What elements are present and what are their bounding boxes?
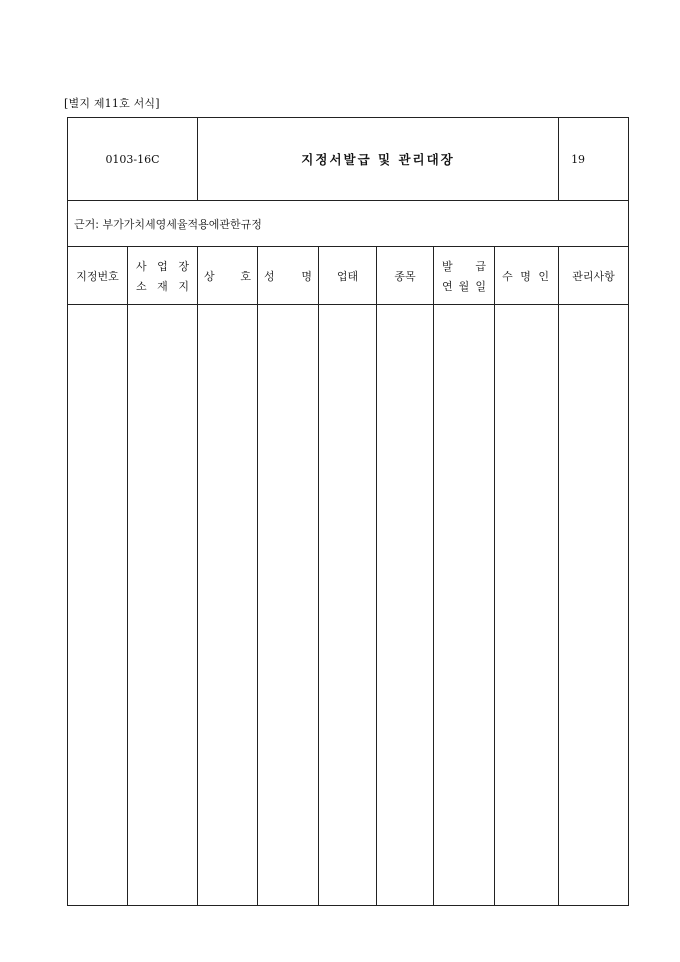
entry-cell-designation-number[interactable] xyxy=(68,305,128,906)
col-label xyxy=(258,268,318,284)
col-char: 상 xyxy=(204,269,215,283)
entry-cell-item[interactable] xyxy=(377,305,434,906)
col-label: 관리사항 xyxy=(572,269,615,283)
title-cell xyxy=(198,118,559,201)
entry-area xyxy=(68,305,629,906)
year-cell xyxy=(559,118,629,201)
col-char: 소 xyxy=(136,279,147,293)
column-header-row xyxy=(68,247,629,305)
entry-cell-business-type[interactable] xyxy=(319,305,377,906)
col-label: 지정번호 xyxy=(76,269,119,283)
col-label xyxy=(434,258,494,294)
page-title: 지정서발급 및 관리대장 xyxy=(301,152,455,167)
entry-cell-business-location[interactable] xyxy=(128,305,198,906)
col-item xyxy=(377,247,434,305)
register-table xyxy=(67,117,629,906)
col-char: 장 xyxy=(178,259,189,273)
entry-cell-management-notes[interactable] xyxy=(559,305,629,906)
col-label: 수 명 인 xyxy=(502,269,551,283)
col-trade-name xyxy=(198,247,258,305)
legal-basis: 근거: 부가가치세영세율적용에관한규정 xyxy=(68,201,629,247)
col-char: 지 xyxy=(178,279,189,293)
col-char: 명 xyxy=(301,269,312,283)
col-char: 월 xyxy=(458,279,470,293)
col-label: 종목 xyxy=(394,269,416,283)
form-code-cell xyxy=(68,118,198,201)
basis-row xyxy=(68,201,629,247)
col-char: 호 xyxy=(240,269,251,283)
col-business-type xyxy=(319,247,377,305)
col-char: 성 xyxy=(264,269,275,283)
col-name xyxy=(258,247,319,305)
col-char: 일 xyxy=(475,279,486,293)
year-value: 19 xyxy=(571,152,586,166)
col-recipient xyxy=(495,247,559,305)
form-code: 0103-16C xyxy=(105,152,160,166)
entry-cell-trade-name[interactable] xyxy=(198,305,258,906)
col-management-notes xyxy=(559,247,629,305)
col-business-location xyxy=(128,247,198,305)
col-designation-number xyxy=(68,247,128,305)
col-char: 재 xyxy=(157,279,168,293)
header-row xyxy=(68,118,629,201)
col-issue-date xyxy=(434,247,495,305)
col-label xyxy=(128,258,197,294)
col-char: 급 xyxy=(475,259,486,273)
col-char: 연 xyxy=(442,279,453,293)
col-label xyxy=(198,268,257,284)
entry-cell-recipient[interactable] xyxy=(495,305,559,906)
col-char: 사 xyxy=(136,259,147,273)
col-char: 업 xyxy=(157,259,168,273)
entry-cell-name[interactable] xyxy=(258,305,319,906)
col-char: 발 xyxy=(442,259,453,273)
col-label: 업태 xyxy=(336,269,359,283)
form-number-label: [별지 제11호 서식] xyxy=(64,97,160,110)
entry-cell-issue-date[interactable] xyxy=(434,305,495,906)
